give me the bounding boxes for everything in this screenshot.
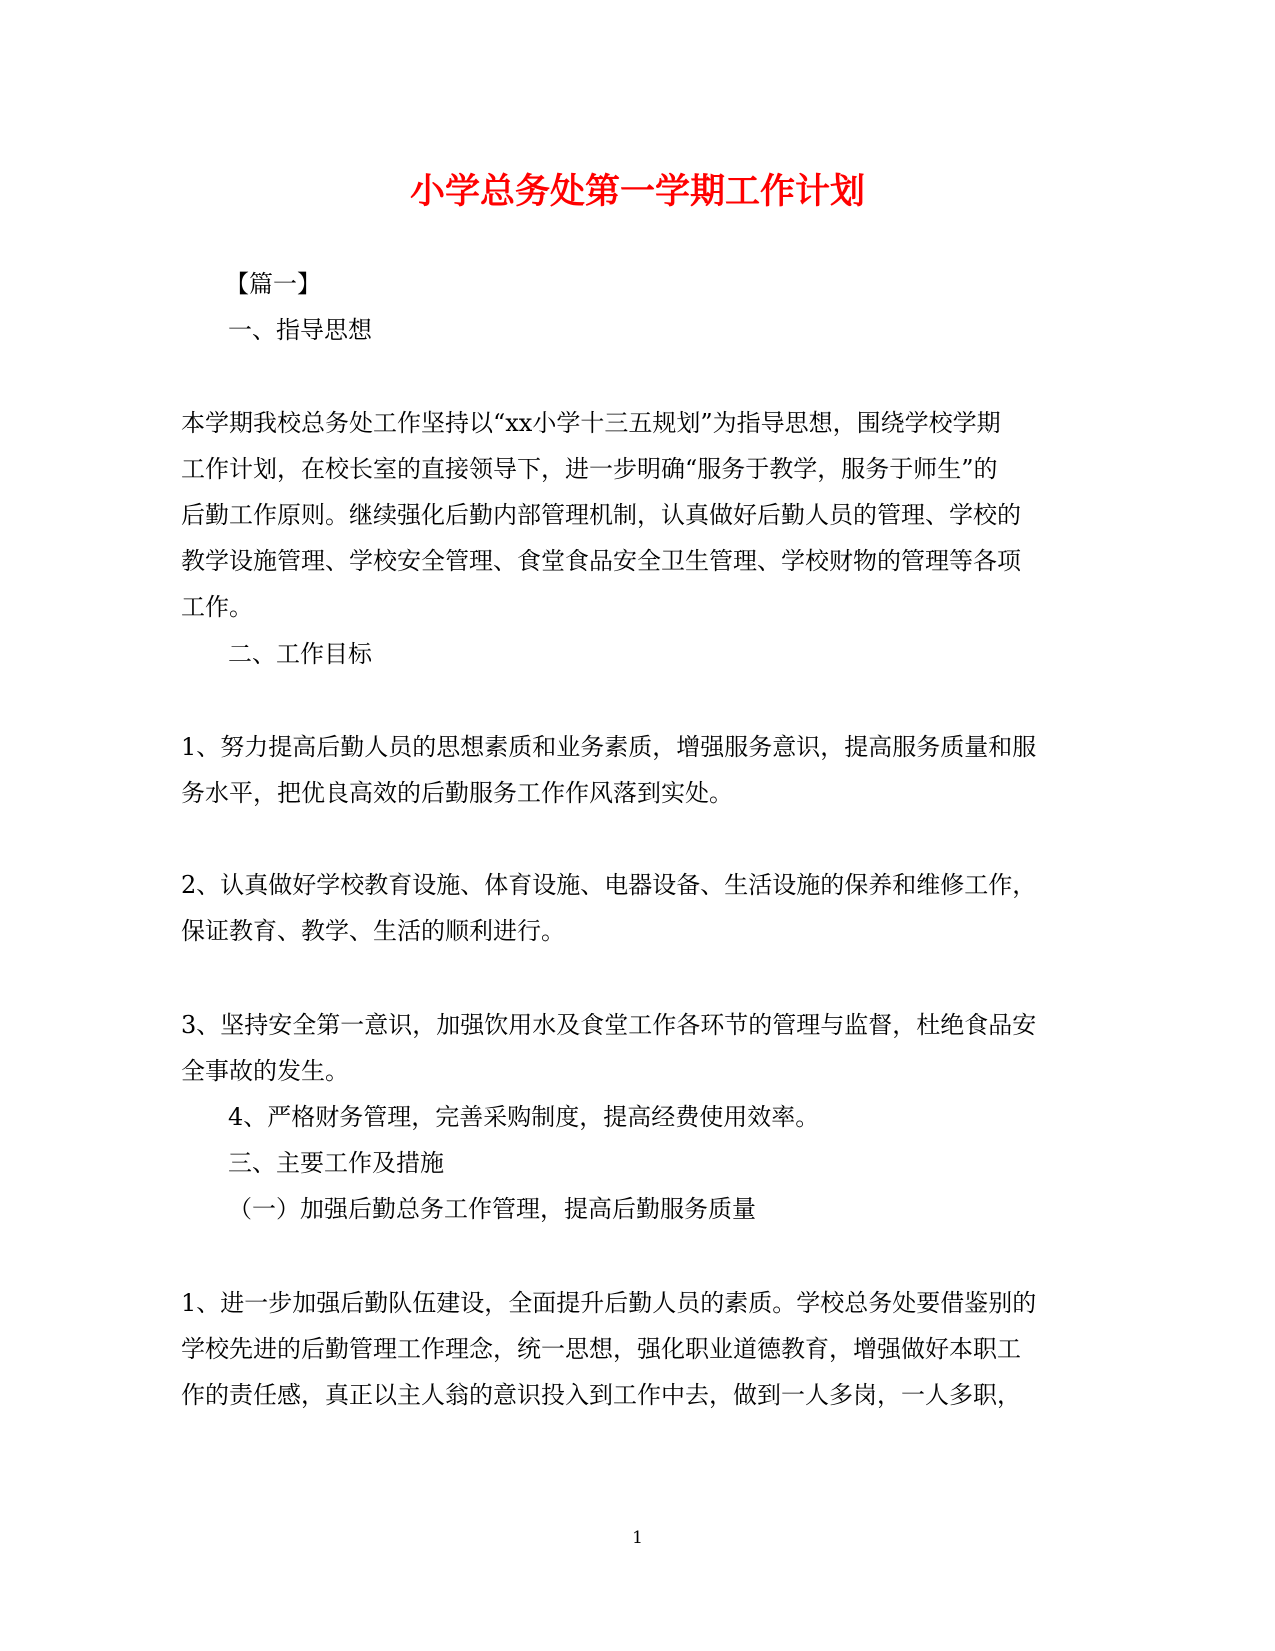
goal-line: 务水平，把优良高效的后勤服务工作作风落到实处。 xyxy=(181,779,733,807)
heading-work-goals: 二、工作目标 xyxy=(228,640,372,668)
goal-line: 4、严格财务管理，完善采购制度，提高经费使用效率。 xyxy=(228,1103,820,1131)
measure-line: 1、进一步加强后勤队伍建设，全面提升后勤人员的素质。学校总务处要借鉴别的 xyxy=(181,1289,1037,1317)
paragraph-line: 教学设施管理、学校安全管理、食堂食品安全卫生管理、学校财物的管理等各项 xyxy=(181,547,1021,575)
paragraph-line: 后勤工作原则。继续强化后勤内部管理机制，认真做好后勤人员的管理、学校的 xyxy=(181,501,1021,529)
heading-main-work: 三、主要工作及措施 xyxy=(228,1149,444,1177)
measure-line: 学校先进的后勤管理工作理念，统一思想，强化职业道德教育，增强做好本职工 xyxy=(181,1335,1021,1363)
heading-guiding-thought: 一、指导思想 xyxy=(228,316,372,344)
paragraph-line: 本学期我校总务处工作坚持以“xx小学十三五规划”为指导思想，围绕学校学期 xyxy=(181,409,1001,437)
section-label: 【篇一】 xyxy=(225,270,321,298)
goal-line: 2、认真做好学校教育设施、体育设施、电器设备、生活设施的保养和维修工作， xyxy=(181,871,1037,899)
paragraph-line: 工作。 xyxy=(181,593,253,621)
goal-line: 3、坚持安全第一意识，加强饮用水及食堂工作各环节的管理与监督，杜绝食品安 xyxy=(181,1011,1037,1039)
goal-line: 保证教育、教学、生活的顺利进行。 xyxy=(181,917,565,945)
paragraph-line: 工作计划，在校长室的直接领导下，进一步明确“服务于教学，服务于师生”的 xyxy=(181,455,998,483)
goal-line: 全事故的发生。 xyxy=(181,1057,349,1085)
measure-line: 作的责任感，真正以主人翁的意识投入到工作中去，做到一人多岗，一人多职， xyxy=(181,1381,1021,1409)
page-number: 1 xyxy=(632,1528,643,1548)
subheading-management: （一）加强后勤总务工作管理，提高后勤服务质量 xyxy=(228,1195,756,1223)
goal-line: 1、努力提高后勤人员的思想素质和业务素质，增强服务意识，提高服务质量和服 xyxy=(181,733,1037,761)
document-title: 小学总务处第一学期工作计划 xyxy=(409,171,865,212)
